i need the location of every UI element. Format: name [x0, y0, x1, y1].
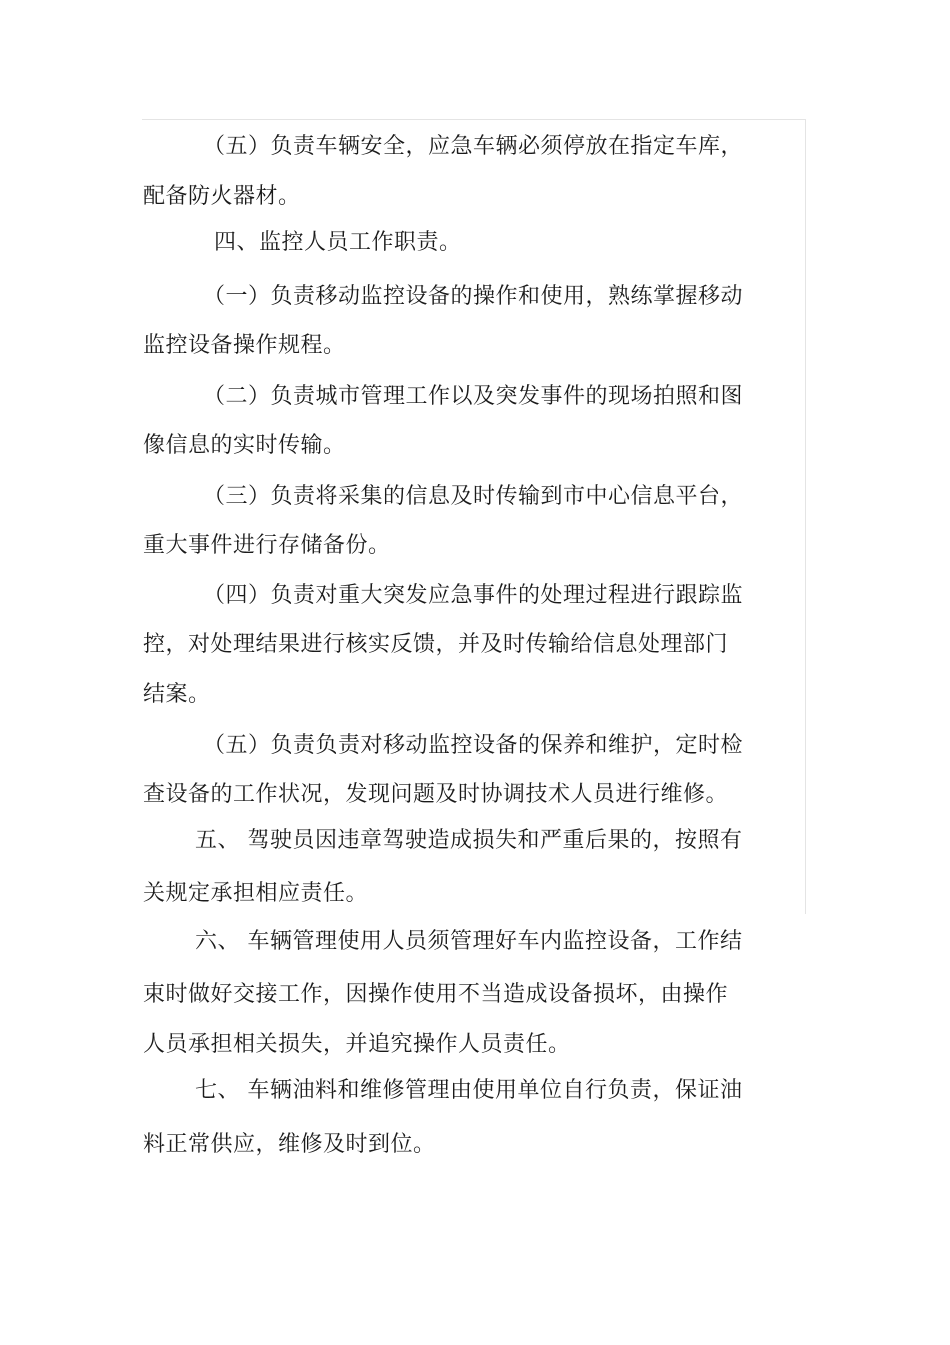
text-line: 像信息的实时传输。 [143, 433, 346, 458]
text-line: 束时做好交接工作，因操作使用不当造成设备损坏，由操作 [143, 982, 729, 1007]
section-item: 五、 驾驶员因违章驾驶造成损失和严重后果的，按照有 [195, 828, 743, 853]
text-line: 监控设备操作规程。 [143, 333, 346, 358]
text-line: 配备防火器材。 [143, 184, 301, 209]
section-item: 七、 车辆油料和维修管理由使用单位自行负责，保证油 [195, 1078, 743, 1103]
text-line: （五）负责负责对移动监控设备的保养和维护，定时检 [203, 733, 744, 758]
text-line: （一）负责移动监控设备的操作和使用，熟练掌握移动 [203, 284, 744, 309]
text-line: （二）负责城市管理工作以及突发事件的现场拍照和图 [203, 384, 744, 409]
text-line: 控，对处理结果进行核实反馈，并及时传输给信息处理部门 [143, 632, 729, 657]
text-line: （五）负责车辆安全，应急车辆必须停放在指定车库， [203, 134, 744, 159]
text-line: 料正常供应，维修及时到位。 [143, 1132, 436, 1157]
text-line: 重大事件进行存储备份。 [143, 533, 391, 558]
text-line: 关规定承担相应责任。 [143, 881, 369, 906]
text-line: 查设备的工作状况，发现问题及时协调技术人员进行维修。 [143, 782, 729, 807]
section-heading: 四、监控人员工作职责。 [214, 230, 462, 255]
text-line: （四）负责对重大突发应急事件的处理过程进行跟踪监 [203, 583, 744, 608]
text-line: 人员承担相关损失，并追究操作人员责任。 [143, 1032, 571, 1057]
section-item: 六、 车辆管理使用人员须管理好车内监控设备，工作结 [195, 929, 743, 954]
text-line: （三）负责将采集的信息及时传输到市中心信息平台， [203, 484, 744, 509]
text-line: 结案。 [143, 682, 211, 707]
